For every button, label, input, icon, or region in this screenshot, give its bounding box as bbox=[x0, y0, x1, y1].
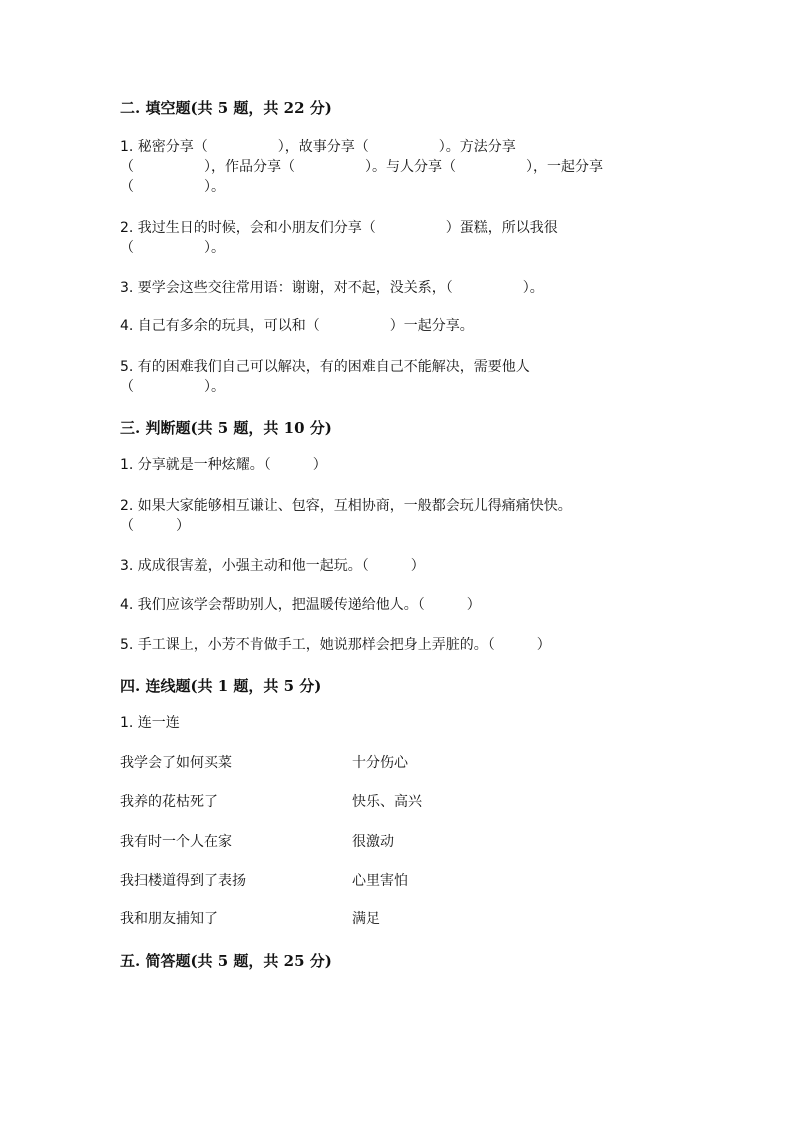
fill-q1-line3: （ ）。 bbox=[120, 179, 225, 195]
match-left-2: 我养的花枯死了 bbox=[120, 794, 218, 810]
section-judge-heading: 三. 判断题(共 5 题，共 10 分) bbox=[120, 419, 332, 437]
match-title: 1. 连一连 bbox=[120, 715, 180, 731]
match-left-5: 我和朋友捕知了 bbox=[120, 911, 218, 927]
judge-q1: 1. 分享就是一种炫耀。（ ） bbox=[120, 457, 327, 473]
match-left-1: 我学会了如何买菜 bbox=[120, 755, 232, 771]
section-fill-heading: 二. 填空题(共 5 题，共 22 分) bbox=[120, 99, 332, 117]
judge-q3: 3. 成成很害羞，小强主动和他一起玩。（ ） bbox=[120, 558, 425, 574]
match-right-2: 快乐、高兴 bbox=[352, 794, 422, 810]
fill-q5-line1: 5. 有的困难我们自己可以解决，有的困难自己不能解决，需要他人 bbox=[120, 359, 530, 375]
fill-q1-line1: 1. 秘密分享（ ），故事分享（ ）。方法分享 bbox=[120, 139, 516, 155]
section-short-answer-heading: 五. 简答题(共 5 题，共 25 分) bbox=[120, 952, 332, 970]
match-right-4: 心里害怕 bbox=[352, 873, 408, 889]
fill-q3: 3. 要学会这些交往常用语：谢谢，对不起，没关系，（ ）。 bbox=[120, 280, 544, 296]
fill-q1-line2: （ ），作品分享（ ）。与人分享（ ），一起分享 bbox=[120, 159, 603, 175]
match-left-3: 我有时一个人在家 bbox=[120, 834, 232, 850]
match-left-4: 我扫楼道得到了表扬 bbox=[120, 873, 246, 889]
judge-q5: 5. 手工课上，小芳不肯做手工，她说那样会把身上弄脏的。（ ） bbox=[120, 637, 551, 653]
match-right-5: 满足 bbox=[352, 911, 380, 927]
fill-q5-line2: （ ）。 bbox=[120, 379, 225, 395]
match-right-3: 很激动 bbox=[352, 834, 394, 850]
judge-q4: 4. 我们应该学会帮助别人，把温暖传递给他人。（ ） bbox=[120, 597, 481, 613]
fill-q4: 4. 自己有多余的玩具，可以和（ ）一起分享。 bbox=[120, 318, 474, 334]
fill-q2-line1: 2. 我过生日的时候，会和小朋友们分享（ ）蛋糕，所以我很 bbox=[120, 220, 558, 236]
judge-q2-line1: 2. 如果大家能够相互谦让、包容，互相协商，一般都会玩儿得痛痛快快。 bbox=[120, 498, 572, 514]
fill-q2-line2: （ ）。 bbox=[120, 240, 225, 256]
section-match-heading: 四. 连线题(共 1 题，共 5 分) bbox=[120, 677, 322, 695]
judge-q2-line2: （ ） bbox=[120, 518, 190, 534]
match-right-1: 十分伤心 bbox=[352, 755, 408, 771]
